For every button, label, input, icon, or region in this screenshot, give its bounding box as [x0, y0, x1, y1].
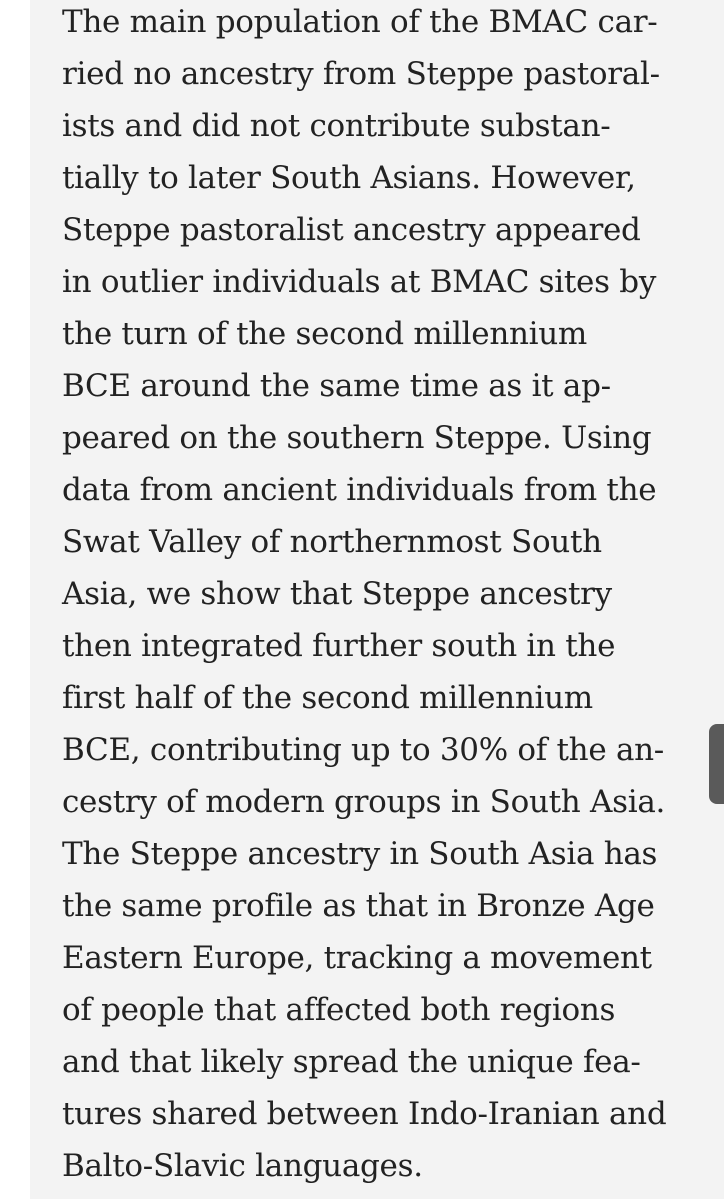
paragraph-line: peared on the southern Steppe. Using [62, 420, 652, 456]
paragraph-line: Eastern Europe, tracking a movement [62, 940, 652, 976]
scroll-handle[interactable] [709, 724, 724, 804]
paragraph-line: Swat Valley of northernmost South [62, 524, 602, 560]
paragraph-line: Balto-Slavic languages. [62, 1148, 423, 1184]
paragraph-line: then integrated further south in the [62, 628, 616, 664]
paragraph-line: the same profile as that in Bronze Age [62, 888, 655, 924]
paragraph-line: first half of the second millennium [62, 680, 593, 716]
paragraph-line: BCE around the same time as it ap- [62, 368, 611, 404]
paragraph-line: The main population of the BMAC car- [62, 4, 658, 40]
paragraph-line: and that likely spread the unique fea- [62, 1044, 641, 1080]
paragraph-line: ried no ancestry from Steppe pastoral- [62, 56, 660, 92]
paragraph-line: the turn of the second millennium [62, 316, 588, 352]
paragraph-line: Asia, we show that Steppe ancestry [62, 576, 612, 612]
paragraph-line: cestry of modern groups in South Asia. [62, 784, 666, 820]
paragraph-line: tures shared between Indo-Iranian and [62, 1096, 667, 1132]
paragraph-line: ists and did not contribute substan- [62, 108, 611, 144]
paragraph-line: tially to later South Asians. However, [62, 160, 636, 196]
paragraph-line: Steppe pastoralist ancestry appeared [62, 212, 641, 248]
paragraph-line: of people that affected both regions [62, 992, 616, 1028]
paragraph-line: in outlier individuals at BMAC sites by [62, 264, 657, 300]
paragraph-line: The Steppe ancestry in South Asia has [62, 836, 658, 872]
paragraph-line: data from ancient individuals from the [62, 472, 657, 508]
paragraph-line: BCE, contributing up to 30% of the an- [62, 732, 664, 768]
